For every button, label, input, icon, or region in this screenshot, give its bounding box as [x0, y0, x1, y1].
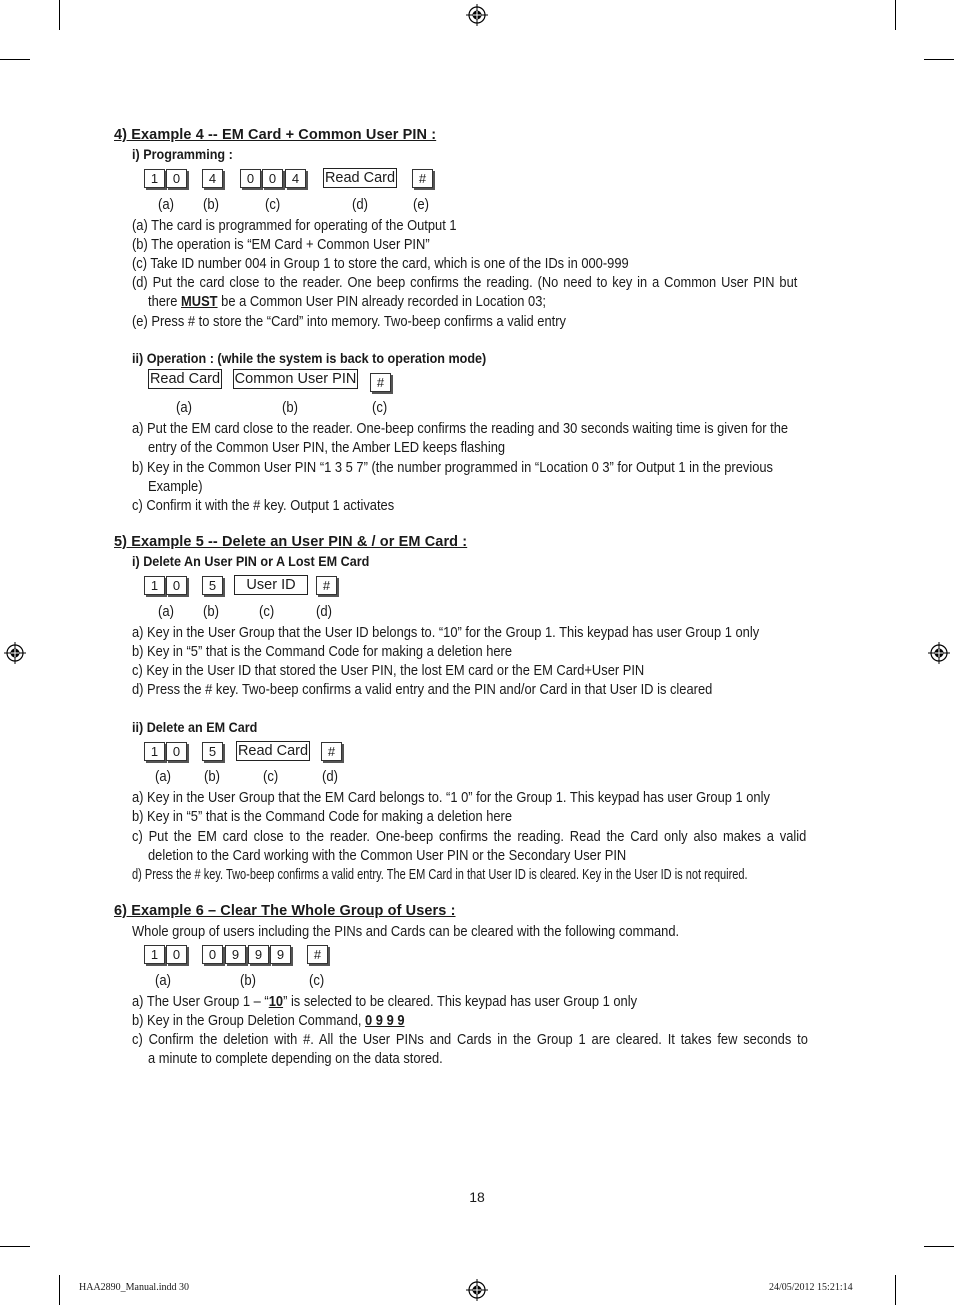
key-4: 4 — [285, 169, 306, 188]
step-label: (c) — [309, 973, 325, 989]
key-0: 0 — [202, 945, 223, 964]
instruction-line: b) Key in “5” that is the Command Code for making a deletion here — [132, 808, 513, 825]
step-label: (b) — [204, 769, 220, 785]
step-label: (a) — [158, 604, 174, 620]
instruction-line: (c) Take ID number 004 in Group 1 to store the card, which is one of the IDs in 000-999 — [132, 255, 629, 272]
key-hash: # — [307, 945, 328, 964]
step-label: (b) — [203, 604, 219, 620]
instruction-line: there MUST be a Common User PIN already recorded in Location 03; — [148, 293, 546, 310]
instruction-line: a) Key in the User Group that the User ID belongs to. “10” for the Group 1. This keypad has user Group 1 only — [132, 624, 760, 641]
instruction-line: a) Put the EM card close to the reader. One-beep confirms the reading and 30 seconds waiting time is given for the — [132, 420, 789, 437]
subheading-operation: ii) Operation : (while the system is back to operation mode) — [132, 350, 487, 366]
instruction-line: b) Key in “5” that is the Command Code for making a deletion here — [132, 643, 513, 660]
key-5: 5 — [202, 742, 223, 761]
instruction-line: d) Press the # key. Two-beep confirms a valid entry. The EM Card in that User ID is cleared. Key in the User ID is not required. — [132, 866, 748, 883]
key-5: 5 — [202, 576, 223, 595]
key-0: 0 — [166, 169, 187, 188]
read-card-box: Read Card — [237, 743, 309, 759]
key-0: 0 — [262, 169, 283, 188]
section-title-example-4: 4) Example 4 -- EM Card + Common User PIN : — [114, 127, 437, 143]
key-hash: # — [321, 742, 342, 761]
instruction-line: b) Key in the Common User PIN “1 3 5 7” (the number programmed in “Location 0 3” for Output 1 in the previous — [132, 459, 774, 476]
step-label: (b) — [282, 400, 298, 416]
page-number: 18 — [469, 1189, 485, 1205]
key-1: 1 — [144, 169, 165, 188]
key-hash: # — [412, 169, 433, 188]
instruction-line: a minute to complete depending on the data stored. — [148, 1050, 443, 1067]
instruction-line: c) Confirm the deletion with #. All the User PINs and Cards in the Group 1 are cleared. It takes few seconds to — [132, 1031, 808, 1048]
instruction-line: deletion to the Card working with the Common User PIN or the Secondary User PIN — [148, 847, 627, 864]
instruction-line: c) Key in the User ID that stored the User PIN, the lost EM card or the EM Card+User PIN — [132, 662, 645, 679]
instruction-line: Example) — [148, 478, 203, 495]
step-label: (c) — [259, 604, 275, 620]
user-id-box: User ID — [234, 575, 308, 595]
section-title-example-5: 5) Example 5 -- Delete an User PIN & / or EM Card : — [114, 534, 468, 550]
step-label: (d) — [322, 769, 338, 785]
step-label: (a) — [155, 769, 171, 785]
step-label: (d) — [352, 197, 368, 213]
key-0: 0 — [240, 169, 261, 188]
step-label: (b) — [240, 973, 256, 989]
step-label: (d) — [316, 604, 332, 620]
instruction-line: (d) Put the card close to the reader. One beep confirms the reading. (No need to key in a Common User PIN but — [132, 274, 798, 291]
key-1: 1 — [144, 742, 165, 761]
read-card-box: Read Card — [324, 170, 396, 186]
subheading-delete-card: ii) Delete an EM Card — [132, 719, 258, 735]
key-hash: # — [370, 373, 391, 392]
key-0: 0 — [166, 945, 187, 964]
instruction-line: (b) The operation is “EM Card + Common User PIN” — [132, 236, 430, 253]
instruction-line: b) Key in the Group Deletion Command, 0 9 9 9 — [132, 1012, 405, 1029]
step-label: (a) — [176, 400, 192, 416]
instruction-line: c) Confirm it with the # key. Output 1 activates — [132, 497, 395, 514]
key-9: 9 — [270, 945, 291, 964]
instruction-line: a) Key in the User Group that the EM Card belongs to. “1 0” for the Group 1. This keypad has user Group 1 only — [132, 789, 770, 806]
instruction-line: (e) Press # to store the “Card” into memory. Two-beep confirms a valid entry — [132, 313, 566, 330]
step-label: (c) — [263, 769, 279, 785]
footer-filename: HAA2890_Manual.indd 30 — [79, 1282, 189, 1293]
key-4: 4 — [202, 169, 223, 188]
key-9: 9 — [248, 945, 269, 964]
step-label: (c) — [372, 400, 388, 416]
key-hash: # — [316, 576, 337, 595]
key-9: 9 — [225, 945, 246, 964]
footer-timestamp: 24/05/2012 15:21:14 — [769, 1282, 853, 1293]
step-label: (c) — [265, 197, 281, 213]
intro-line: Whole group of users including the PINs and Cards can be cleared with the following command. — [132, 923, 680, 940]
instruction-line: a) The User Group 1 – “10” is selected to be cleared. This keypad has user Group 1 only — [132, 993, 638, 1010]
instruction-line: (a) The card is programmed for operating of the Output 1 — [132, 217, 457, 234]
instruction-line: c) Put the EM card close to the reader. One-beep confirms the reading. Read the Card only also makes a valid — [132, 828, 807, 845]
step-label: (a) — [155, 973, 171, 989]
instruction-line: d) Press the # key. Two-beep confirms a valid entry and the PIN and/or Card in that User ID is cleared — [132, 681, 713, 698]
key-0: 0 — [166, 742, 187, 761]
step-label: (b) — [203, 197, 219, 213]
step-label: (e) — [413, 197, 429, 213]
step-label: (a) — [158, 197, 174, 213]
common-user-pin-box: Common User PIN — [234, 371, 357, 387]
key-1: 1 — [144, 945, 165, 964]
subheading-programming: i) Programming : — [132, 146, 233, 162]
key-0: 0 — [166, 576, 187, 595]
read-card-box: Read Card — [149, 371, 221, 387]
key-1: 1 — [144, 576, 165, 595]
section-title-example-6: 6) Example 6 – Clear The Whole Group of Users : — [114, 903, 456, 919]
subheading-delete-pin: i) Delete An User PIN or A Lost EM Card — [132, 553, 370, 569]
instruction-line: entry of the Common User PIN, the Amber LED keeps flashing — [148, 439, 506, 456]
